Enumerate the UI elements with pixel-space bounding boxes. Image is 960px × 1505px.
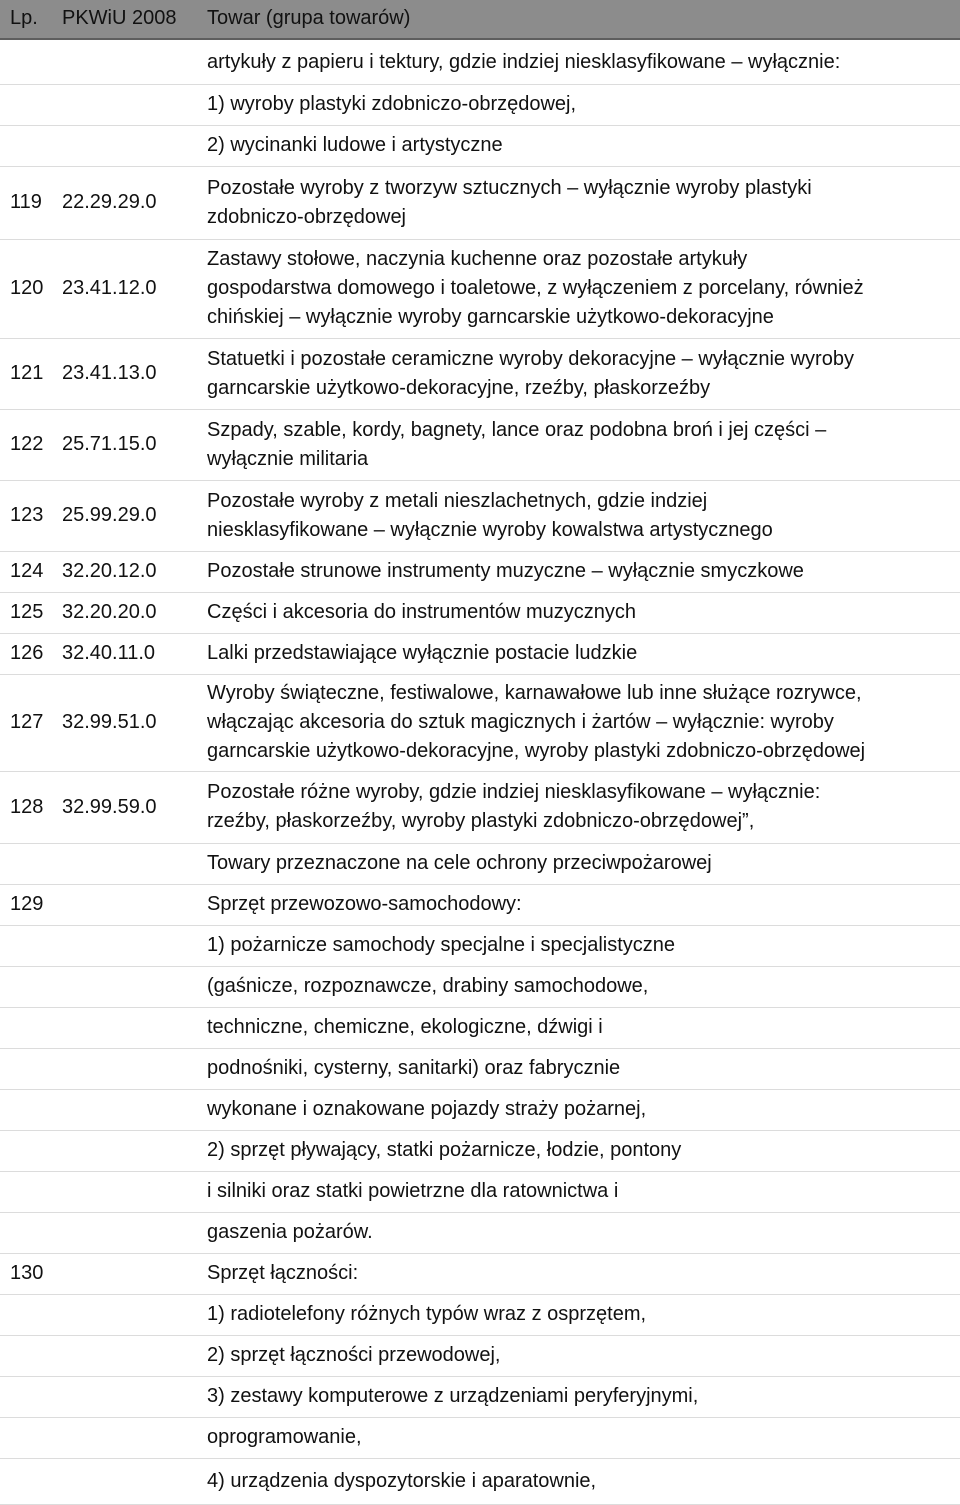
row-pkwiu: 25.99.29.0 — [62, 504, 157, 526]
row-divider — [0, 1253, 960, 1254]
row-description-line: Sprzęt przewozowo-samochodowy: — [207, 893, 522, 915]
row-description-line: garncarskie użytkowo-dekoracyjne, rzeźby, płaskorzeźby — [207, 376, 711, 399]
row-description-line: Towary przeznaczone na cele ochrony przeciwpożarowej — [207, 852, 712, 874]
row-lp: 119 — [10, 191, 42, 213]
row-description-line: 4) urządzenia dyspozytorskie i aparatownie, — [207, 1469, 597, 1492]
row-divider — [0, 1335, 960, 1336]
row-lp: 124 — [10, 560, 44, 582]
row-description-line: techniczne, chemiczne, ekologiczne, dźwigi i — [207, 1016, 603, 1038]
row-description-line: Pozostałe wyroby z metali nieszlachetnych, gdzie indziej — [207, 489, 708, 512]
row-pkwiu: 32.40.11.0 — [62, 642, 156, 664]
row-description-line: wyłącznie militaria — [207, 447, 369, 470]
header-towar: Towar (grupa towarów) — [207, 7, 411, 29]
row-description-line: 1) radiotelefony różnych typów wraz z osprzętem, — [207, 1303, 647, 1325]
row-description-line: Części i akcesoria do instrumentów muzycznych — [207, 601, 637, 623]
row-description-line: włączając akcesoria do sztuk magicznych i żartów – wyłącznie: wyroby — [207, 711, 834, 733]
row-lp: 126 — [10, 642, 44, 664]
row-description-line: (gaśnicze, rozpoznawcze, drabiny samochodowe, — [207, 975, 649, 997]
row-lp: 123 — [10, 504, 44, 526]
row-divider — [0, 338, 960, 339]
header-lp: Lp. — [10, 7, 38, 29]
row-lp: 121 — [10, 362, 44, 384]
row-divider — [0, 239, 960, 240]
row-pkwiu: 32.99.51.0 — [62, 711, 157, 733]
row-divider — [0, 1007, 960, 1008]
row-description-line: 3) zestawy komputerowe z urządzeniami peryferyjnymi, — [207, 1385, 699, 1407]
row-description-line: Sprzęt łączności: — [207, 1262, 359, 1284]
row-divider — [0, 771, 960, 772]
row-divider — [0, 843, 960, 844]
row-description-line: Lalki przedstawiające wyłącznie postacie ludzkie — [207, 642, 638, 664]
row-pkwiu: 32.20.12.0 — [62, 560, 157, 582]
row-divider — [0, 166, 960, 167]
row-description-line: 2) wycinanki ludowe i artystyczne — [207, 134, 503, 156]
row-description-line: i silniki oraz statki powietrzne dla ratownictwa i — [207, 1180, 619, 1202]
row-description-line: chińskiej – wyłącznie wyroby garncarskie użytkowo-dekoracyjne — [207, 306, 774, 328]
header-pkwiu: PKWiU 2008 — [62, 7, 177, 29]
row-divider — [0, 1458, 960, 1459]
row-pkwiu: 32.99.59.0 — [62, 795, 157, 818]
row-divider — [0, 125, 960, 126]
table-header — [0, 0, 960, 40]
row-divider — [0, 551, 960, 552]
row-description-line: 1) wyroby plastyki zdobniczo-obrzędowej, — [207, 93, 577, 115]
row-lp: 125 — [10, 601, 44, 623]
row-description-line: Zastawy stołowe, naczynia kuchenne oraz pozostałe artykuły — [207, 248, 748, 270]
row-description-line: Pozostałe strunowe instrumenty muzyczne – wyłącznie smyczkowe — [207, 560, 804, 582]
row-divider — [0, 1048, 960, 1049]
row-description-line: artykuły z papieru i tektury, gdzie indziej niesklasyfikowane – wyłącznie: — [207, 51, 841, 73]
row-description-line: gaszenia pożarów. — [207, 1221, 373, 1243]
row-description-line: Statuetki i pozostałe ceramiczne wyroby dekoracyjne – wyłącznie wyroby — [207, 347, 854, 370]
row-divider — [0, 966, 960, 967]
row-divider — [0, 480, 960, 481]
row-pkwiu: 22.29.29.0 — [62, 191, 157, 213]
row-description-line: Szpady, szable, kordy, bagnety, lance oraz podobna broń i jej części – — [207, 418, 827, 441]
row-description-line: wykonane i oznakowane pojazdy straży pożarnej, — [207, 1098, 647, 1120]
row-description-line: 2) sprzęt pływający, statki pożarnicze, łodzie, pontony — [207, 1139, 682, 1161]
row-divider — [0, 1089, 960, 1090]
row-lp: 122 — [10, 433, 44, 455]
row-pkwiu: 23.41.12.0 — [62, 277, 157, 299]
row-divider — [0, 409, 960, 410]
row-description-line: niesklasyfikowane – wyłącznie wyroby kowalstwa artystycznego — [207, 518, 773, 541]
row-description-line: 2) sprzęt łączności przewodowej, — [207, 1344, 501, 1366]
row-pkwiu: 25.71.15.0 — [62, 433, 157, 455]
row-lp: 127 — [10, 711, 44, 733]
row-description-line: 1) pożarnicze samochody specjalne i specjalistyczne — [207, 934, 676, 956]
row-description-line: Pozostałe wyroby z tworzyw sztucznych – wyłącznie wyroby plastyki — [207, 176, 812, 199]
row-divider — [0, 1294, 960, 1295]
row-divider — [0, 592, 960, 593]
row-description-line: rzeźby, płaskorzeźby, wyroby plastyki zdobniczo-obrzędowej”, — [207, 810, 755, 832]
row-lp: 120 — [10, 277, 44, 299]
row-lp: 129 — [10, 893, 44, 915]
row-divider — [0, 1417, 960, 1418]
row-divider — [0, 925, 960, 926]
row-description-line: garncarskie użytkowo-dekoracyjne, wyroby plastyki zdobniczo-obrzędowej — [207, 740, 866, 762]
row-divider — [0, 1376, 960, 1377]
row-divider — [0, 633, 960, 634]
row-pkwiu: 23.41.13.0 — [62, 362, 157, 384]
row-pkwiu: 32.20.20.0 — [62, 601, 157, 623]
row-divider — [0, 1130, 960, 1131]
row-lp: 130 — [10, 1262, 44, 1284]
row-description-line: oprogramowanie, — [207, 1426, 362, 1448]
row-description-line: Pozostałe różne wyroby, gdzie indziej niesklasyfikowane – wyłącznie: — [207, 781, 821, 803]
row-description-line: gospodarstwa domowego i toaletowe, z wyłączeniem z porcelany, również — [207, 277, 864, 299]
row-description-line: Wyroby świąteczne, festiwalowe, karnawałowe lub inne służące rozrywce, — [207, 682, 862, 704]
row-divider — [0, 84, 960, 85]
row-description-line: zdobniczo-obrzędowej — [207, 205, 407, 228]
row-lp: 128 — [10, 795, 44, 818]
row-description-line: podnośniki, cysterny, sanitarki) oraz fabrycznie — [207, 1057, 621, 1079]
row-divider — [0, 1212, 960, 1213]
row-divider — [0, 884, 960, 885]
row-divider — [0, 674, 960, 675]
row-divider — [0, 1171, 960, 1172]
